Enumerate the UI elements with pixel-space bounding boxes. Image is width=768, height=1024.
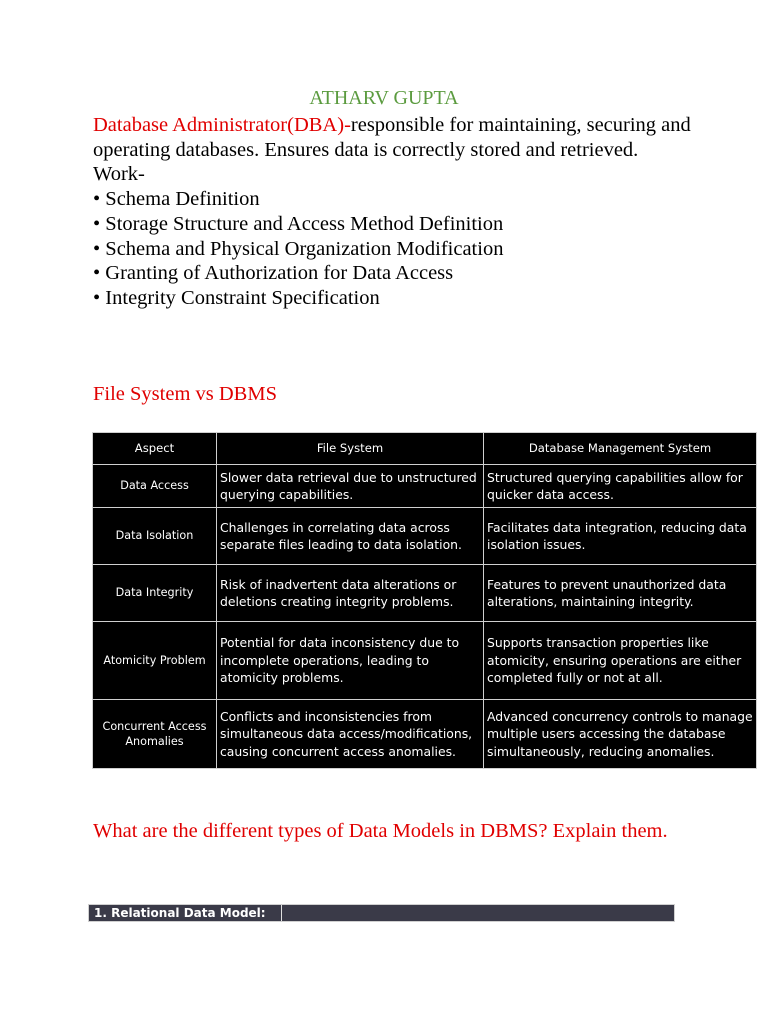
header-file-system: File System [217, 433, 484, 465]
dbms-cell: Structured querying capabilities allow for quicker data access. [484, 465, 757, 508]
file-system-cell: Risk of inadvertent data alterations or deletions creating integrity problems. [217, 565, 484, 622]
aspect-cell: Data Isolation [93, 508, 217, 565]
table-row [93, 565, 757, 622]
dba-term: Database Administrator(DBA)- [93, 114, 351, 136]
table-header-row [93, 433, 757, 465]
table-row [93, 622, 757, 700]
dbms-cell: Features to prevent unauthorized data alterations, maintaining integrity. [484, 565, 757, 622]
dba-paragraph [93, 113, 713, 162]
file-system-cell: Conflicts and inconsistencies from simultaneous data access/modifications, causing concurrent access anomalies. [217, 700, 484, 769]
table-row [93, 465, 757, 508]
table-row [93, 700, 757, 769]
work-label: Work- [93, 163, 145, 186]
dbms-cell: Facilitates data integration, reducing data isolation issues. [484, 508, 757, 565]
dbms-cell: Supports transaction properties like atomicity, ensuring operations are either completed fully or not at all. [484, 622, 757, 700]
comparison-table [92, 432, 757, 769]
data-models-question: What are the different types of Data Models in DBMS? Explain them. [93, 820, 668, 842]
author-name: ATHARV GUPTA [309, 87, 459, 109]
file-system-cell: Challenges in correlating data across separate files leading to data isolation. [217, 508, 484, 565]
comparison-heading: File System vs DBMS [93, 383, 277, 405]
work-item: • Granting of Authorization for Data Access [93, 262, 454, 285]
work-item: • Schema Definition [93, 188, 260, 211]
section-bar [88, 904, 675, 922]
dbms-cell: Advanced concurrency controls to manage multiple users accessing the database simultaneously, reducing anomalies. [484, 700, 757, 769]
header-dbms: Database Management System [484, 433, 757, 465]
work-item: • Integrity Constraint Specification [93, 286, 380, 309]
header-aspect: Aspect [93, 433, 217, 465]
aspect-cell: Concurrent Access Anomalies [93, 700, 217, 769]
aspect-cell: Data Integrity [93, 565, 217, 622]
file-system-cell: Slower data retrieval due to unstructured querying capabilities. [217, 465, 484, 508]
section-bar-label: 1. Relational Data Model: [89, 905, 282, 921]
file-system-cell: Potential for data inconsistency due to incomplete operations, leading to atomicity problems. [217, 622, 484, 700]
work-item: • Schema and Physical Organization Modification [93, 237, 504, 260]
table-row [93, 508, 757, 565]
aspect-cell: Atomicity Problem [93, 622, 217, 700]
dba-definition [93, 113, 713, 311]
dba-description: responsible for maintaining, securing and operating databases. Ensures data is correctly stored and retrieved. [93, 114, 691, 161]
work-item: • Storage Structure and Access Method Definition [93, 212, 504, 235]
aspect-cell: Data Access [93, 465, 217, 508]
